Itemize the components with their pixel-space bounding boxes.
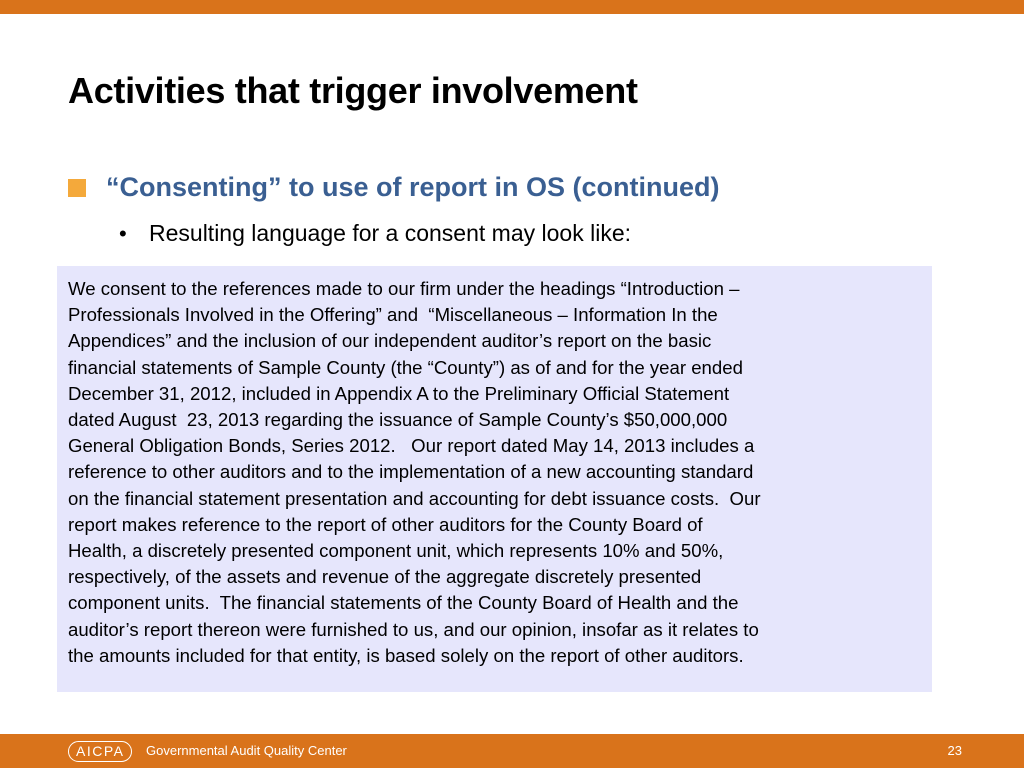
top-accent-bar [0,0,1024,14]
page-number: 23 [947,743,962,758]
sub-bullet-text: Resulting language for a consent may look like: [149,220,632,246]
footer-label: Governmental Audit Quality Center [146,743,347,758]
footer-bar [0,734,1024,768]
aicpa-logo: AICPA [68,741,132,762]
consent-example-text: We consent to the references made to our firm under the headings “Introduction – Professionals Involved in the Offering” and “Miscellaneous – Information In the Appendices” and the inclusion of our independent auditor’s report on the basic financial statements of Sample County (the “County”) as of and for the year ended December 31, 2012, included in Appendix A to the Preliminary Official Statement dated August 23, 2013 regarding the issuance of Sample County’s $50,000,000 General Obligation Bonds, Series 2012. Our report dated May 14, 2013 includes a reference to other auditors and to the implementation of a new accounting standard on the financial statement presentation and accounting for debt issuance costs. Our report makes reference to the report of other auditors for the County Board of Health, a discretely presented component unit, which represents 10% and 50%, respectively, of the assets and revenue of the aggregate discretely presented component units. The financial statements of the County Board of Health and the auditor’s report thereon were furnished to us, and our opinion, insofar as it relates to the amounts included for that entity, is based solely on the report of other auditors. [68,278,761,666]
main-bullet [68,172,719,203]
consent-example-box [57,266,932,692]
square-bullet-icon [68,179,86,197]
sub-bullet [119,220,631,247]
dot-bullet-icon: • [119,220,127,246]
slide-title: Activities that trigger involvement [68,70,638,111]
main-bullet-text: “Consenting” to use of report in OS (continued) [106,172,720,202]
